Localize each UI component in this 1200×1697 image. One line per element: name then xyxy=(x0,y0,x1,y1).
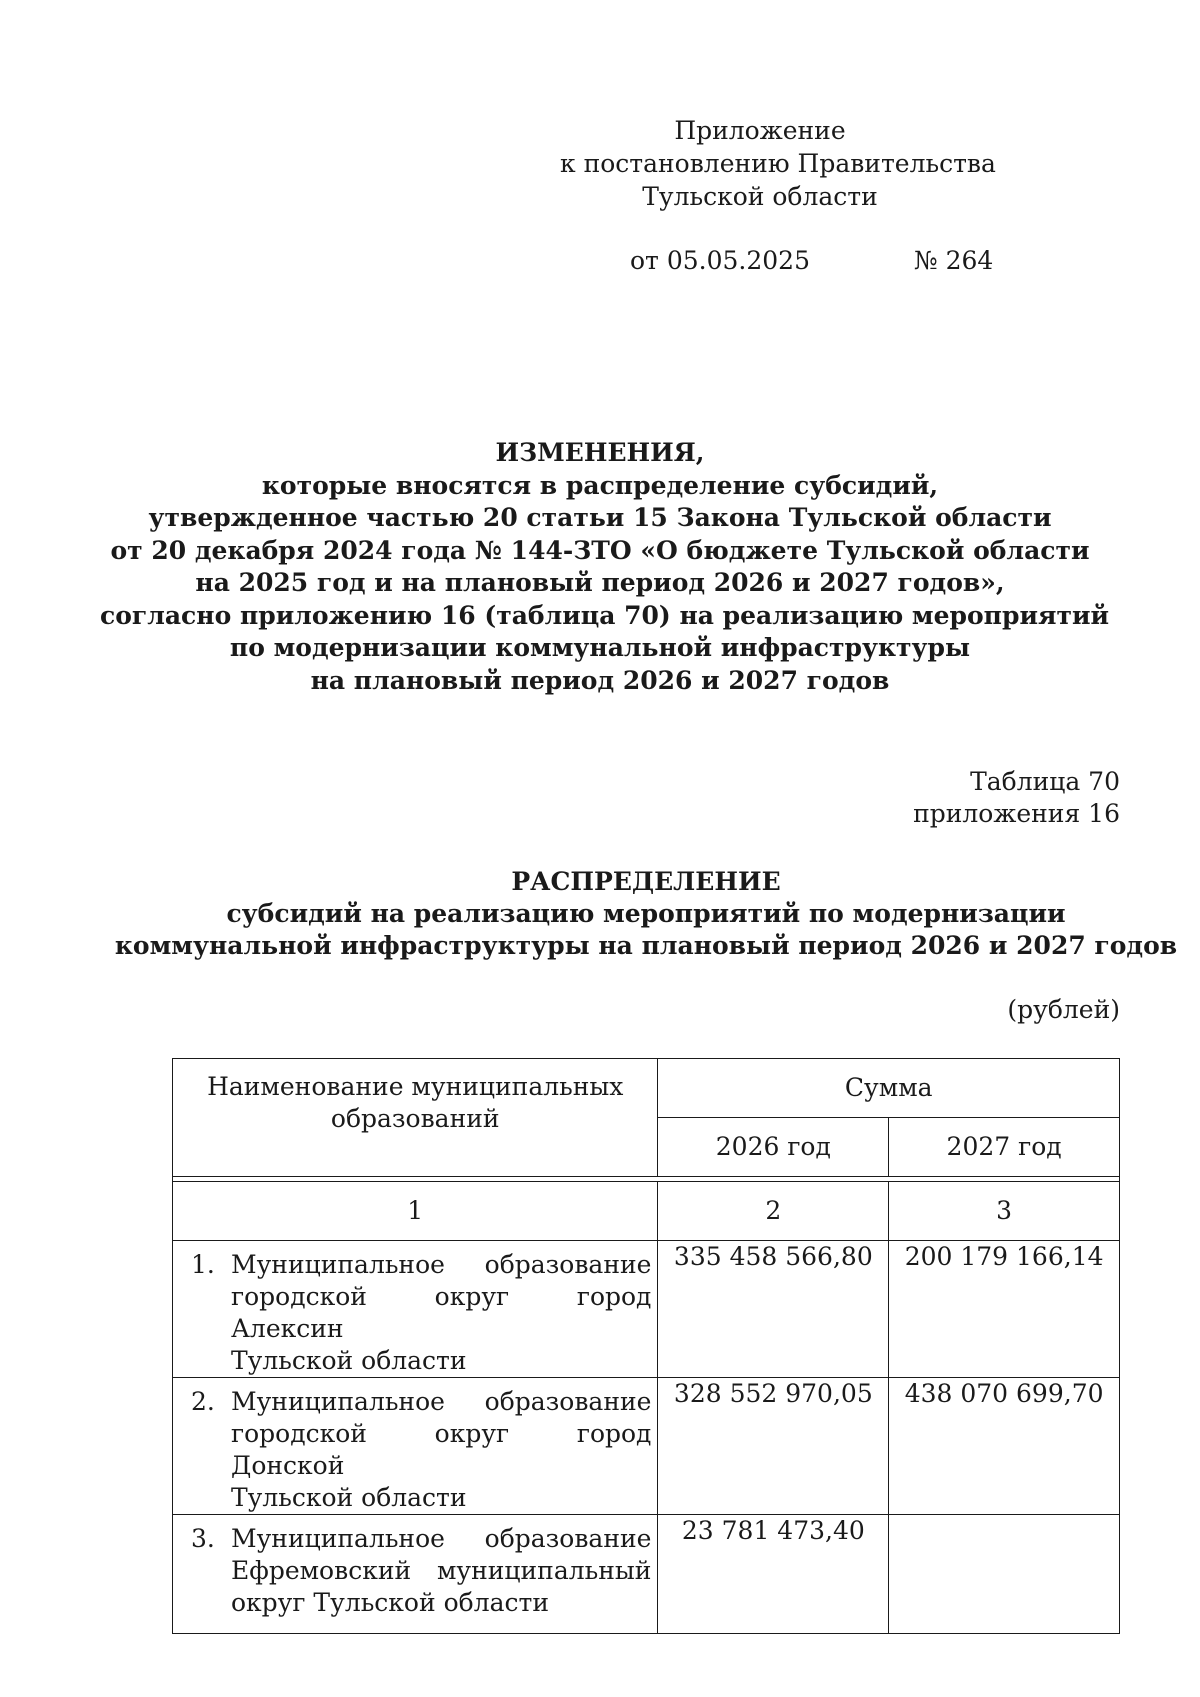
changes-title-line: от 20 декабря 2024 года № 144-ЗТО «О бюджете Тульской области xyxy=(110,535,1090,565)
municipality-cell xyxy=(173,1378,658,1515)
approval-line-1: Приложение xyxy=(674,116,846,145)
distribution-title xyxy=(100,866,1192,962)
row-number: 2. xyxy=(191,1387,215,1416)
changes-title xyxy=(100,437,1110,697)
amount-2027: 200 179 166,14 xyxy=(889,1241,1120,1378)
changes-title-line: ИЗМЕНЕНИЯ, xyxy=(495,438,705,467)
approval-block xyxy=(560,114,996,213)
amount-2027: 438 070 699,70 xyxy=(889,1378,1120,1515)
header-2026: 2026 год xyxy=(658,1118,889,1177)
column-number: 3 xyxy=(889,1182,1120,1241)
changes-title-line: которые вносятся в распределение субсидий, xyxy=(261,470,939,500)
header-name-line-1: Наименование муниципальных xyxy=(207,1072,624,1101)
table-reference-line: Таблица 70 xyxy=(970,767,1120,796)
header-name-line-2: образований xyxy=(330,1104,500,1133)
municipality-name-line: Тульской области xyxy=(231,1346,467,1375)
approval-line-3: Тульской области xyxy=(642,182,878,211)
decree-date: от 05.05.2025 xyxy=(630,246,810,275)
distribution-title-line: РАСПРЕДЕЛЕНИЕ xyxy=(511,867,781,896)
amount-2026: 335 458 566,80 xyxy=(658,1241,889,1378)
column-number: 1 xyxy=(173,1182,658,1241)
table-reference xyxy=(780,766,1120,830)
municipality-cell xyxy=(173,1515,658,1634)
municipality-name-line: Тульской области xyxy=(231,1483,467,1512)
municipality-name-line: Муниципальное образование xyxy=(231,1387,652,1416)
changes-title-line: по модернизации коммунальной инфраструктуры xyxy=(229,633,971,662)
header-2027: 2027 год xyxy=(889,1118,1120,1177)
amount-2027 xyxy=(889,1515,1120,1634)
distribution-title-line: коммунальной инфраструктуры на плановый период 2026 и 2027 годов xyxy=(114,931,1178,960)
municipality-name-line: Муниципальное образование xyxy=(231,1250,652,1279)
changes-title-line: на 2025 год и на плановый период 2026 и 2027 годов», xyxy=(195,568,1005,597)
municipality-name-line: округ Тульской области xyxy=(231,1588,549,1617)
decree-number: № 264 xyxy=(914,246,994,275)
municipality-name-line: городской округ город Алексин xyxy=(231,1282,652,1343)
municipality-name-line: городской округ город Донской xyxy=(231,1419,652,1480)
distribution-title-line: субсидий на реализацию мероприятий по модернизации xyxy=(226,899,1066,928)
changes-title-line: утвержденное частью 20 статьи 15 Закона Тульской области xyxy=(148,503,1052,532)
table-reference-line: приложения 16 xyxy=(913,799,1120,828)
column-number: 2 xyxy=(658,1182,889,1241)
changes-title-line: согласно приложению 16 (таблица 70) на реализацию мероприятий xyxy=(100,600,1110,630)
municipality-cell xyxy=(173,1241,658,1378)
subsidy-table xyxy=(172,1058,1120,1634)
table-row xyxy=(173,1378,1120,1515)
table-row xyxy=(173,1241,1120,1378)
row-number: 1. xyxy=(191,1250,215,1279)
table-row xyxy=(173,1515,1120,1634)
approval-line-2: к постановлению Правительства xyxy=(560,149,996,178)
amount-2026: 23 781 473,40 xyxy=(658,1515,889,1634)
changes-title-line: на плановый период 2026 и 2027 годов xyxy=(310,665,890,695)
amount-2026: 328 552 970,05 xyxy=(658,1378,889,1515)
header-name xyxy=(173,1059,658,1177)
unit-label: (рублей) xyxy=(1007,995,1120,1024)
header-sum: Сумма xyxy=(658,1059,1120,1118)
municipality-name-line: Ефремовский муниципальный xyxy=(231,1556,652,1585)
municipality-name-line: Муниципальное образование xyxy=(231,1524,652,1553)
row-number: 3. xyxy=(191,1524,215,1553)
